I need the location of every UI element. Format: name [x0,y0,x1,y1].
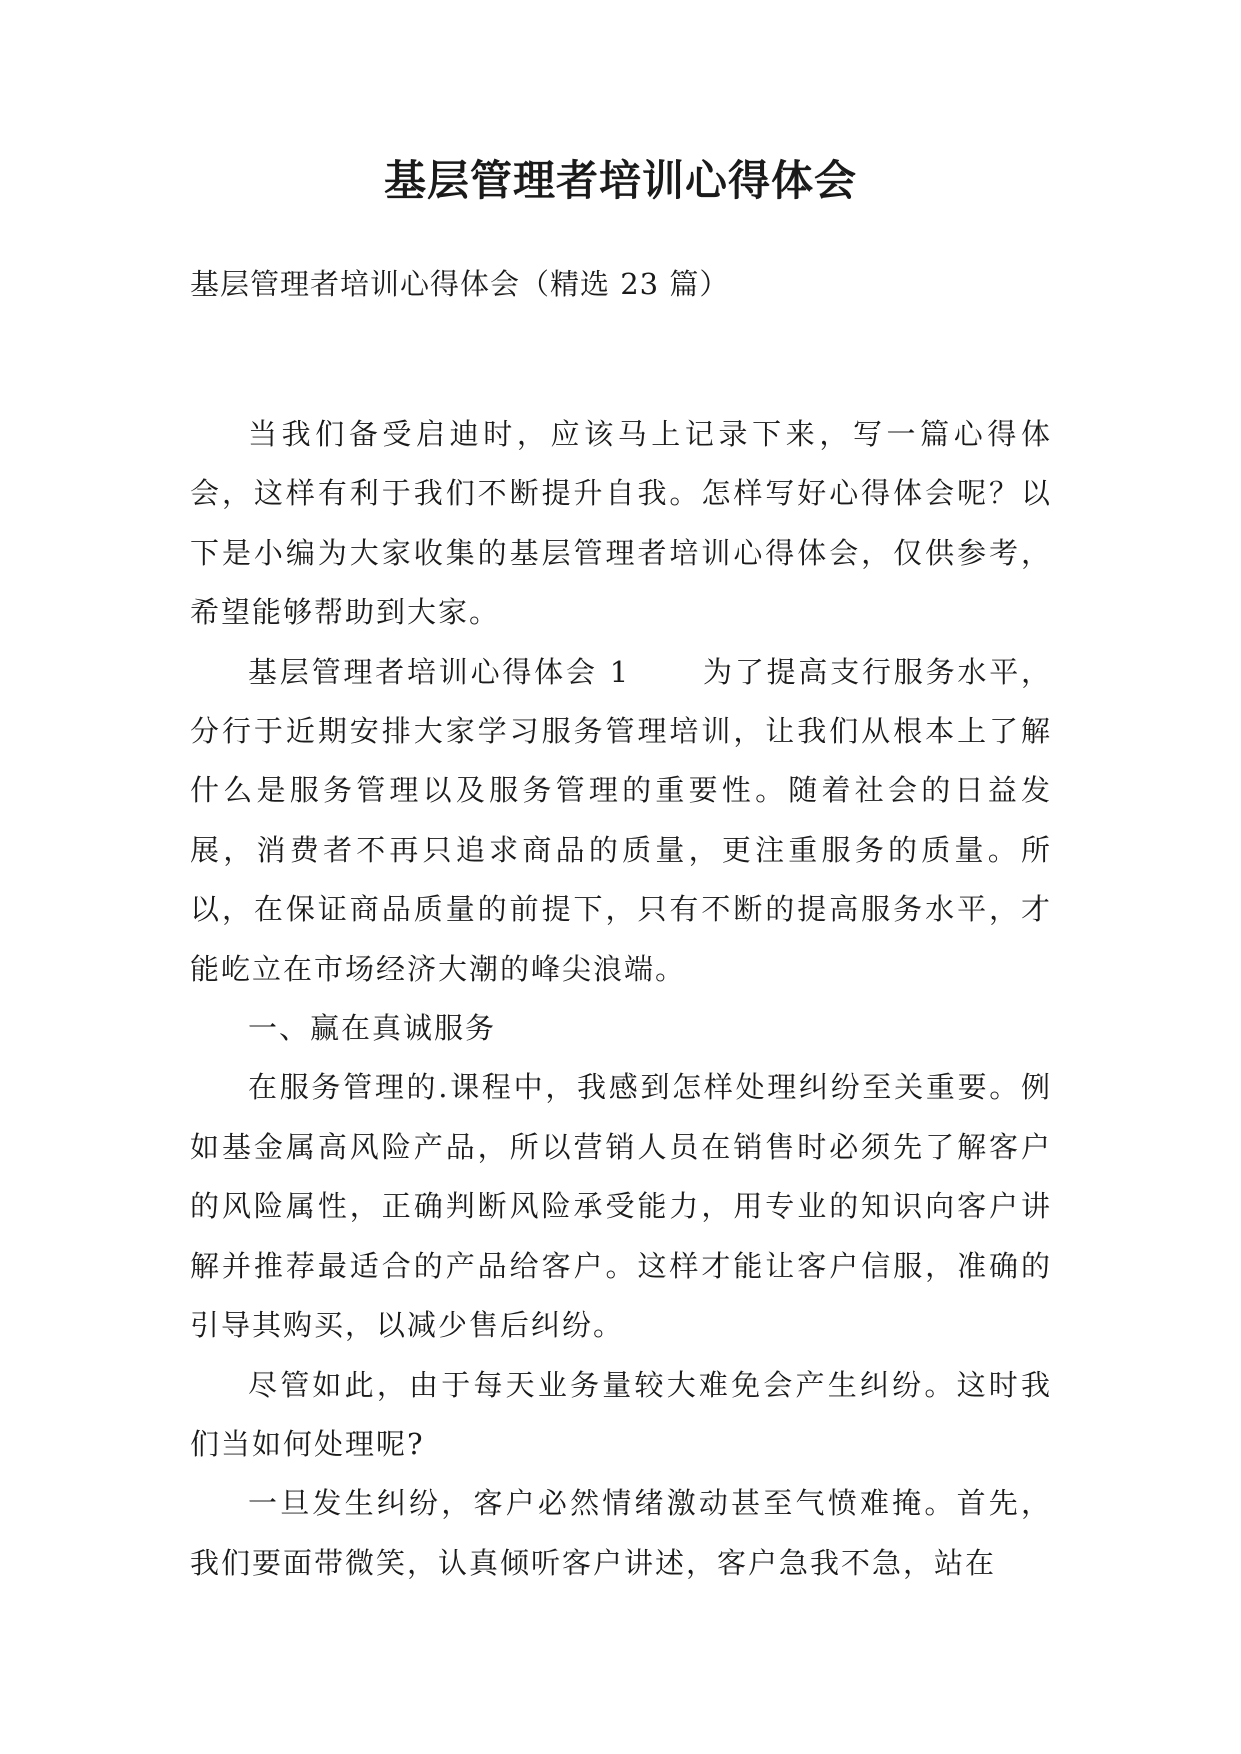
paragraph-3: 尽管如此，由于每天业务量较大难免会产生纠纷。这时我们当如何处理呢? [190,1367,1052,1461]
section-1-text: 为了提高支行服务水平，分行于近期安排大家学习服务管理培训，让我们从根本上了解什么是服务管理以及服务管理的重要性。随着社会的日益发展，消费者不再只追求商品的质量，更注重服务的质量。所以，在保证商品质量的前提下，只有不断的提高服务水平，才能屹立在市场经济大潮的峰尖浪端。 [190,654,1052,986]
point-1-heading: 一、赢在真诚服务 [248,1011,497,1046]
document-subtitle: 基层管理者培训心得体会（精选 23 篇） [190,267,730,301]
section-1-paragraph [190,643,1052,999]
intro-paragraph: 当我们备受启迪时，应该马上记录下来，写一篇心得体会，这样有利于我们不断提升自我。怎样写好心得体会呢？以下是小编为大家收集的基层管理者培训心得体会，仅供参考，希望能够帮助到大家。 [190,417,1052,630]
document-body [190,405,1052,1593]
section-1-heading: 基层管理者培训心得体会 1 [248,654,631,689]
document-title: 基层管理者培训心得体会 [383,156,857,205]
paragraph-4: 一旦发生纠纷，客户必然情绪激动甚至气愤难掩。首先，我们要面带微笑，认真倾听客户讲述，客户急我不急，站在 [190,1486,1052,1580]
paragraph-2: 在服务管理的.课程中，我感到怎样处理纠纷至关重要。例如基金属高风险产品，所以营销人员在销售时必须先了解客户的风险属性，正确判断风险承受能力，用专业的知识向客户讲解并推荐最适合的产品给客户。这样才能让客户信服，准确的引导其购买，以减少售后纠纷。 [190,1070,1052,1343]
